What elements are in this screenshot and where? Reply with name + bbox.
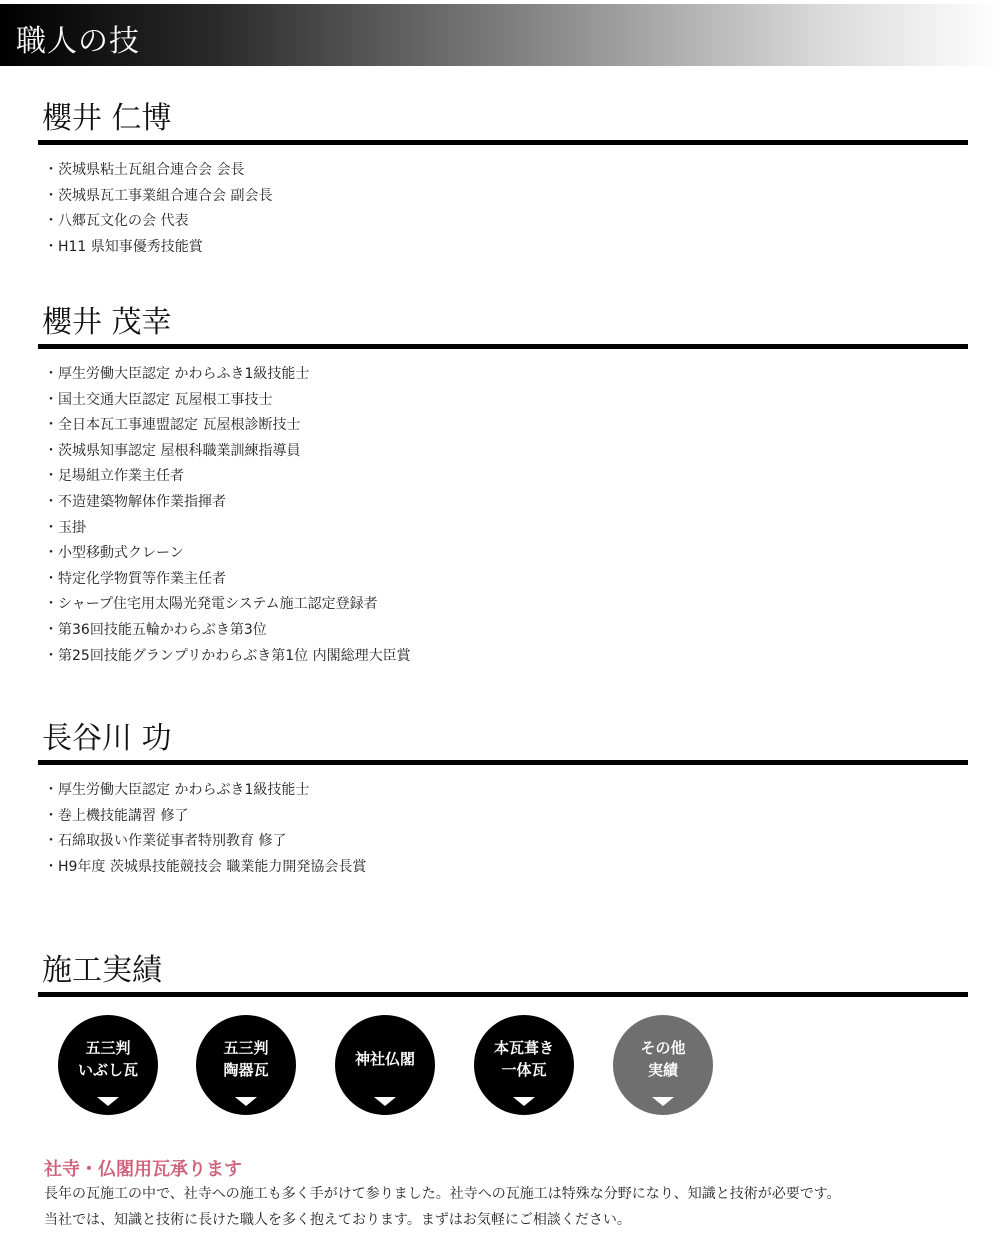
works-button-label: 神社仏閣 bbox=[354, 1050, 415, 1068]
works-button-other[interactable] bbox=[613, 1015, 713, 1115]
qualification-item: ・シャープ住宅用太陽光発電システム施工認定登録者 bbox=[44, 596, 378, 613]
qualification-item: ・H11 県知事優秀技能賞 bbox=[44, 238, 203, 255]
works-button-label: 五三判 いぶし瓦 bbox=[77, 1039, 138, 1079]
page-header-banner bbox=[0, 4, 1000, 66]
works-button-label: 五三判 陶器瓦 bbox=[223, 1039, 269, 1079]
qualification-item: ・茨城県知事認定 屋根科職業訓練指導員 bbox=[44, 442, 301, 459]
qualification-item: ・厚生労働大臣認定 かわらぶき1級技能士 bbox=[44, 782, 310, 798]
qualification-item: ・H9年度 茨城県技能競技会 職業能力開発協会長賞 bbox=[44, 858, 367, 875]
craftsman-name-2: 櫻井 茂幸 bbox=[38, 304, 968, 349]
promo-text-line-2: 当社では、知識と技術に長けた職人を多く抱えております。まずはお気軽にご相談ください。 bbox=[44, 1212, 631, 1228]
works-button-shrines-temples[interactable] bbox=[335, 1015, 435, 1115]
triangle-down-icon bbox=[374, 1097, 396, 1106]
qualification-item: ・茨城県粘土瓦組合連合会 会長 bbox=[44, 162, 245, 178]
craftsman-name-1: 櫻井 仁博 bbox=[38, 100, 968, 145]
qualification-item: ・石綿取扱い作業従事者特別教育 修了 bbox=[44, 833, 287, 850]
triangle-down-icon bbox=[97, 1097, 119, 1106]
qualification-item: ・第36回技能五輪かわらぶき第3位 bbox=[44, 621, 267, 638]
qualification-item: ・厚生労働大臣認定 かわらふき1級技能士 bbox=[44, 366, 310, 382]
qualification-item: ・国土交通大臣認定 瓦屋根工事技士 bbox=[44, 391, 273, 408]
works-section-title: 施工実績 bbox=[38, 952, 968, 997]
qualification-item: ・足場組立作業主任者 bbox=[44, 468, 184, 485]
works-button-gosanban-toki[interactable] bbox=[196, 1015, 296, 1115]
triangle-down-icon bbox=[513, 1097, 535, 1106]
qualification-item: ・第25回技能グランプリかわらぶき第1位 内閣総理大臣賞 bbox=[44, 647, 411, 664]
works-category-buttons bbox=[58, 1015, 758, 1115]
qualification-item: ・特定化学物質等作業主任者 bbox=[44, 570, 226, 587]
works-button-gosanban-ibushi[interactable] bbox=[58, 1015, 158, 1115]
qualification-item: ・不造建築物解体作業指揮者 bbox=[44, 493, 226, 510]
works-button-label: 本瓦葺き 一体瓦 bbox=[493, 1039, 554, 1079]
qualification-item: ・全日本瓦工事連盟認定 瓦屋根診断技士 bbox=[44, 417, 301, 434]
qualification-item: ・小型移動式クレーン bbox=[44, 545, 184, 562]
triangle-down-icon bbox=[652, 1097, 674, 1106]
qualification-item: ・茨城県瓦工事業組合連合会 副会長 bbox=[44, 187, 273, 204]
qualification-item: ・玉掛 bbox=[44, 519, 86, 536]
qualification-item: ・八郷瓦文化の会 代表 bbox=[44, 213, 189, 230]
triangle-down-icon bbox=[235, 1097, 257, 1106]
page-title: 職人の技 bbox=[16, 24, 140, 59]
craftsman-qualifications-3 bbox=[44, 778, 366, 880]
craftsman-qualifications-2 bbox=[44, 362, 411, 669]
promo-title: 社寺・仏閣用瓦承ります bbox=[44, 1159, 242, 1180]
craftsman-qualifications-1 bbox=[44, 158, 272, 260]
works-button-hongawara[interactable] bbox=[474, 1015, 574, 1115]
promo-text-line-1: 長年の瓦施工の中で、社寺への施工も多く手がけて参りました。社寺への瓦施工は特殊な分野になり、知識と技術が必要です。 bbox=[44, 1186, 841, 1202]
works-button-label: その他 実績 bbox=[640, 1039, 686, 1079]
qualification-item: ・巻上機技能講習 修了 bbox=[44, 807, 189, 824]
craftsman-name-3: 長谷川 功 bbox=[38, 720, 968, 765]
